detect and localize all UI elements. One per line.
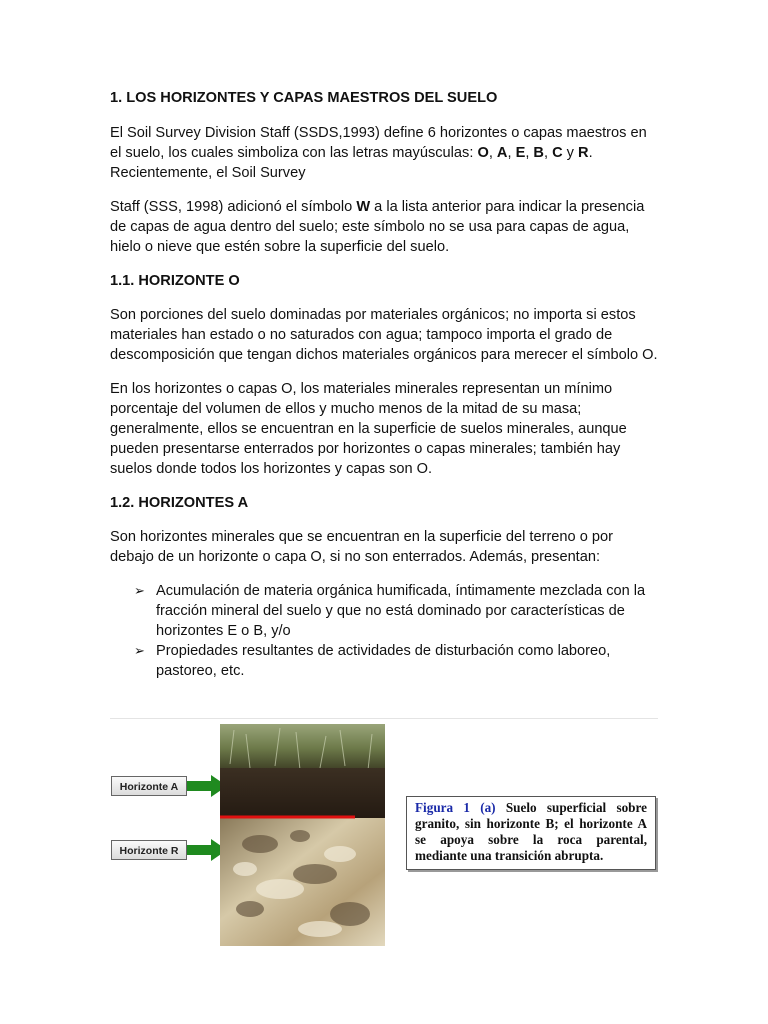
intro-paragraph <box>110 123 660 183</box>
letter-c: C <box>552 145 563 161</box>
section-a-heading: 1.2. HORIZONTES A <box>110 495 249 511</box>
conjunction: y <box>562 145 579 161</box>
list-item-text: Propiedades resultantes de actividades de disturbación como laboreo, pastoreo, etc. <box>156 643 611 679</box>
section-o-paragraph-1: Son porciones del suelo dominadas por materiales orgánicos; no importa si estos materiales han estado o no saturados con agua; tampoco importa el grado de descomposición que tengan dichos materiales orgánicos para merecer el símbolo O. <box>110 307 658 363</box>
caption-text: Suelo superficial sobre granito, sin horizonte B; el horizonte A se apoya sobre la roca parental, mediante una transición abrupta. <box>415 800 647 863</box>
horizon-a-label: Horizonte A <box>111 776 187 796</box>
figure-number: Figura 1 (a) <box>415 800 496 815</box>
staff-paragraph <box>110 197 660 257</box>
separator: , <box>525 145 534 161</box>
intro-text-end: . Recientemente, el Soil Survey <box>110 145 593 181</box>
soil-profile-image <box>220 724 385 946</box>
list-item <box>110 641 660 681</box>
horizon-r-label: Horizonte R <box>111 840 187 860</box>
separator: , <box>543 145 553 161</box>
symbol-w: W <box>356 199 371 215</box>
arrow-bullet-icon: ➢ <box>134 583 145 598</box>
section-o-heading: 1.1. HORIZONTE O <box>110 273 240 289</box>
separator: , <box>488 145 497 161</box>
document-body <box>110 88 660 681</box>
letter-r: R <box>578 145 589 161</box>
bullet-list <box>110 581 660 681</box>
arrow-bullet-icon: ➢ <box>134 643 145 658</box>
letter-b: B <box>533 145 544 161</box>
separator: , <box>507 145 516 161</box>
list-item <box>110 581 660 641</box>
figure-caption <box>406 796 656 870</box>
letter-a: A <box>496 145 508 161</box>
soil-profile-photo <box>220 724 385 946</box>
staff-text: Staff (SSS, 1998) adicionó el símbolo <box>110 199 357 215</box>
letter-e: E <box>515 145 526 161</box>
section-a-paragraph: Son horizontes minerales que se encuentran en la superficie del terreno o por debajo de un horizonte o capa O, si no son enterrados. Además, presentan: <box>110 529 613 565</box>
section-o-paragraph-2: En los horizontes o capas O, los materiales minerales representan un mínimo porcentaje del volumen de ellos y mucho menos de la mitad de su masa; generalmente, ellos se encuentran en la superficie de suelos minerales, aunque pueden presentarse enterrados por horizontes o capas minerales; también hay suelos donde todos los horizontes y capas son O. <box>110 381 627 477</box>
list-item-text: Acumulación de materia orgánica humificada, íntimamente mezclada con la fracción mineral del suelo y que no está dominado por características de horizontes E o B, y/o <box>156 583 646 639</box>
staff-text-end: a la lista anterior para indicar la presencia de capas de agua dentro del suelo; este símbolo no se usa para capas de agua, hielo o nieve que estén sobre la superficie del suelo. <box>110 199 645 255</box>
letter-o: O <box>477 145 489 161</box>
main-heading: 1. LOS HORIZONTES Y CAPAS MAESTROS DEL SUELO <box>110 90 498 106</box>
intro-text: El Soil Survey Division Staff (SSDS,1993) define 6 horizontes o capas maestros en el suelo, los cuales simboliza con las letras mayúsculas: <box>110 125 647 161</box>
divider <box>110 718 658 719</box>
